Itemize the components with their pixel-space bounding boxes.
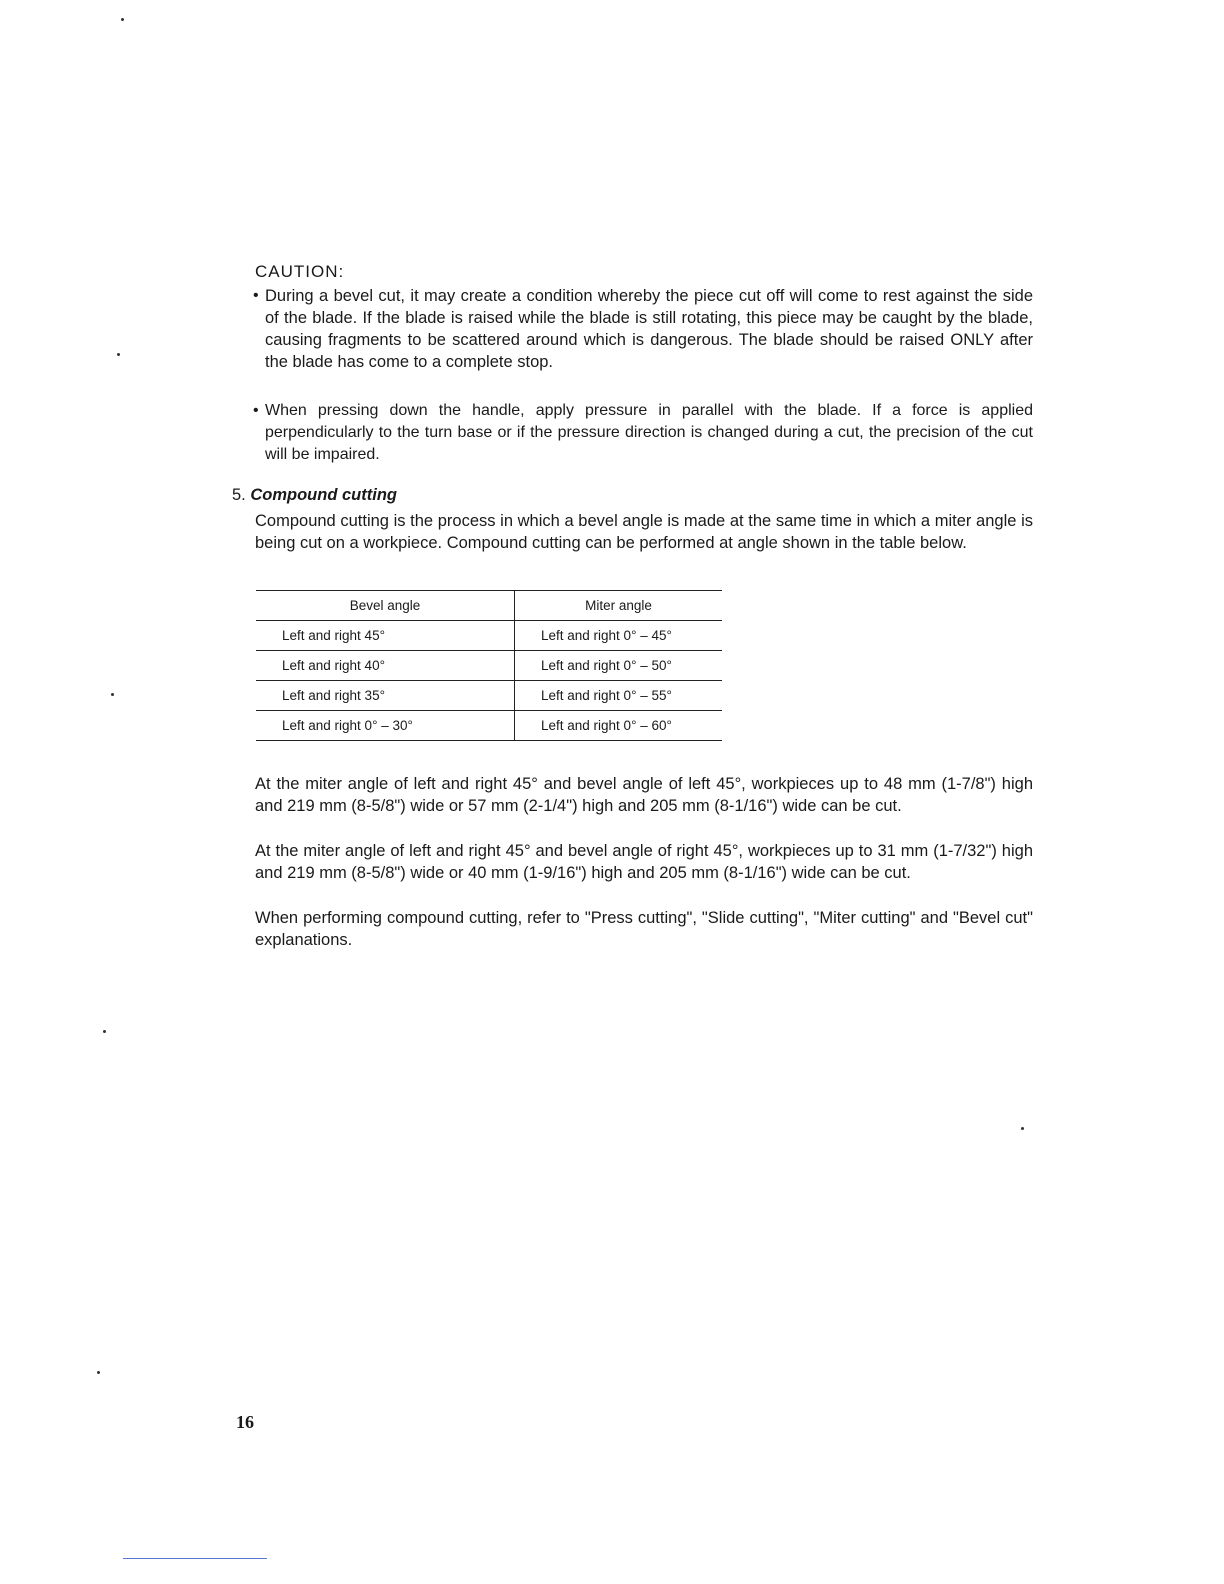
table-cell: Left and right 0° – 50°: [515, 651, 723, 681]
caution-bullet-text: When pressing down the handle, apply pressure in parallel with the blade. If a force is applied perpendicularly to the turn base or if the pressure direction is changed during a cut, the precision of the cut will be impaired.: [265, 402, 1033, 463]
bullet-icon: •: [253, 287, 259, 304]
table-cell: Left and right 0° – 60°: [515, 711, 723, 741]
scan-speck: [97, 1371, 100, 1374]
body-paragraph: At the miter angle of left and right 45° and bevel angle of right 45°, workpieces up to 31 mm (1-7/32") high and 219 mm (8-5/8") wide or 40 mm (1-9/16") high and 205 mm (8-1/16") wide can be cut.: [255, 842, 1033, 882]
table-cell: Left and right 0° – 45°: [515, 621, 723, 651]
table-cell: Left and right 0° – 30°: [256, 711, 515, 741]
body-paragraph: At the miter angle of left and right 45° and bevel angle of left 45°, workpieces up to 48 mm (1-7/8") high and 219 mm (8-5/8") wide or 57 mm (2-1/4") high and 205 mm (8-1/16") wide can be cut.: [255, 775, 1033, 815]
section-number: 5.: [232, 486, 246, 504]
caution-bullet: [253, 285, 1033, 373]
scan-speck: [117, 353, 120, 356]
table-cell: Left and right 35°: [256, 681, 515, 711]
bullet-icon: •: [253, 402, 259, 419]
table-cell: Left and right 0° – 55°: [515, 681, 723, 711]
caution-bullet-text: During a bevel cut, it may create a condition whereby the piece cut off will come to rest against the side of the blade. If the blade is raised while the blade is still rotating, this piece may be caught by the blade, causing fragments to be scattered around which is dangerous. The blade should be raised ONLY after the blade has come to a complete stop.: [265, 287, 1033, 371]
scan-speck: [103, 1030, 106, 1033]
table-cell: Left and right 45°: [256, 621, 515, 651]
page-number: 16: [236, 1412, 254, 1432]
table-header: Bevel angle: [256, 591, 515, 621]
body-paragraph: When performing compound cutting, refer to "Press cutting", "Slide cutting", "Miter cutting" and "Bevel cut" explanations.: [255, 909, 1033, 949]
scan-speck: [111, 693, 114, 696]
table-row: [256, 621, 722, 651]
table-row: [256, 681, 722, 711]
scan-speck: [121, 18, 124, 21]
angle-table: [256, 590, 722, 741]
section-heading: [232, 486, 397, 505]
caution-bullet: [253, 400, 1033, 466]
caution-heading: CAUTION:: [255, 262, 345, 281]
section-intro: Compound cutting is the process in which a bevel angle is made at the same time in which a miter angle is being cut on a workpiece. Compound cutting can be performed at angle shown in the table below.: [255, 512, 1033, 552]
table-row: [256, 711, 722, 741]
table-row: [256, 651, 722, 681]
scan-speck: [1021, 1127, 1024, 1130]
table-cell: Left and right 40°: [256, 651, 515, 681]
section-title: Compound cutting: [250, 486, 397, 504]
table-header-row: [256, 591, 722, 621]
footer-line: [123, 1558, 267, 1559]
table-header: Miter angle: [515, 591, 723, 621]
